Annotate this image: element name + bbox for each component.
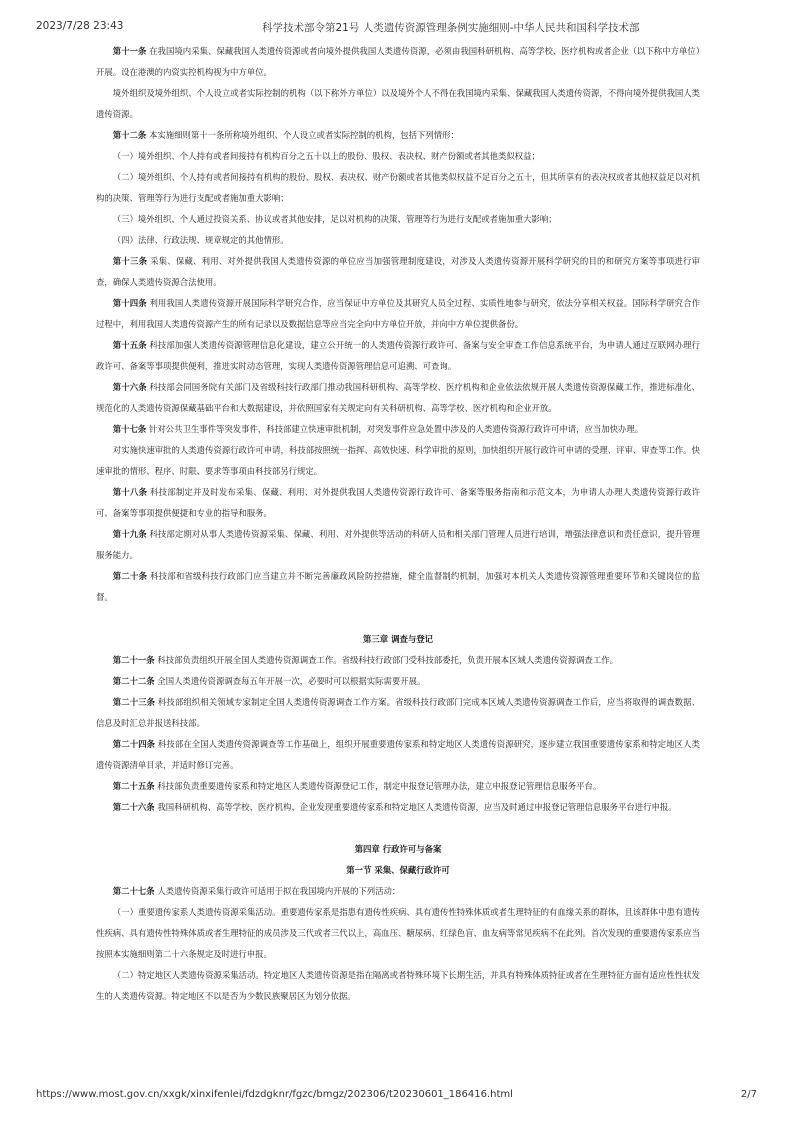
paragraph-text: （二）特定地区人类遗传资源采集活动。特定地区人类遗传资源是指在隔离或者特殊环境下长期生活，并具有特殊体质特征或者在生理特征方面有适应性性状发生的人类遗传资源。特定地区不以是否为少数民族聚居区为划分依据。 xyxy=(96,970,700,1001)
article-number: 第二十一条 xyxy=(112,655,155,665)
article-paragraph xyxy=(96,797,700,818)
article-number: 第十二条 xyxy=(112,130,147,140)
paragraph xyxy=(96,965,700,1007)
article-paragraph xyxy=(96,692,700,734)
article-number: 第二十二条 xyxy=(112,676,155,686)
article-number: 第十一条 xyxy=(112,46,147,56)
article-number: 第二十五条 xyxy=(112,781,155,791)
paragraph xyxy=(96,440,700,482)
paragraph-text: 利用我国人类遗传资源开展国际科学研究合作，应当保证中方单位及其研究人员全过程、实质性地参与研究，依法分享相关权益。国际科学研究合作过程中，利用我国人类遗传资源产生的所有记录以及数据信息等应当完全向中方单位开放，并向中方单位提供备份。 xyxy=(96,298,700,329)
paragraph-text: 科技部负责组织开展全国人类遗传资源调查工作。省级科技行政部门受科技部委托，负责开展本区域人类遗传资源调查工作。 xyxy=(154,655,618,665)
paragraph-text: 全国人类遗传资源调查每五年开展一次，必要时可以根据实际需要开展。 xyxy=(154,676,426,686)
article-number: 第二十条 xyxy=(112,571,148,581)
paragraph-text: 科技部加强人类遗传资源管理信息化建设，建立公开统一的人类遗传资源行政许可、备案与安全审查工作信息系统平台，为申请人通过互联网办理行政许可、备案等事项提供便利，推进实时动态管理，实现人类遗传资源管理信息可追溯、可查询。 xyxy=(96,340,700,371)
paragraph-text: 科技部组织相关领域专家制定全国人类遗传资源调查工作方案。省级科技行政部门完成本区域人类遗传资源调查工作后，应当将取得的调查数据、信息及时汇总并报送科技部。 xyxy=(96,697,700,728)
paragraph-text: 科技部制定并及时发布采集、保藏、利用、对外提供我国人类遗传资源行政许可、备案等服务指南和示范文本，为申请人办理人类遗传资源行政许可、备案等事项提供便捷和专业的指导和服务。 xyxy=(96,487,700,518)
article-paragraph xyxy=(96,881,700,902)
paragraph-text: 我国科研机构、高等学校、医疗机构、企业发现重要遗传家系和特定地区人类遗传资源，应当及时通过申报登记管理信息服务平台进行申报。 xyxy=(154,802,677,812)
paragraph xyxy=(96,167,700,209)
article-paragraph xyxy=(96,293,700,335)
print-datetime: 2023/7/28 23:43 xyxy=(36,20,124,32)
article-number: 第十八条 xyxy=(112,487,148,497)
paragraph-text: 科技部定期对从事人类遗传资源采集、保藏、利用、对外提供等活动的科研人员和相关部门管理人员进行培训，增强法律意识和责任意识，提升管理服务能力。 xyxy=(96,529,700,560)
page-number: 2/7 xyxy=(740,1089,757,1100)
article-number: 第二十七条 xyxy=(112,886,155,896)
paragraph-text: （一）重要遗传家系人类遗传资源采集活动。重要遗传家系是指患有遗传性疾病、具有遗传性特殊体质或者生理特征的有血缘关系的群体，且该群体中患有遗传性疾病、具有遗传性特殊体质或者生理特征的成员涉及三代或者三代以上，高血压、糖尿病、红绿色盲、血友病等常见疾病不在此列。首次发现的重要遗传家系应当按照本实施细则第二十六条规定及时进行申报。 xyxy=(96,907,700,959)
paragraph-text: 对实施快速审批的人类遗传资源行政许可申请，科技部按照统一指挥、高效快速、科学审批的原则，加快组织开展行政许可申请的受理、评审、审查等工作。快速审批的情形、程序、时限、要求等事项由科技部另行规定。 xyxy=(96,445,700,476)
paragraph-text: 科技部负责重要遗传家系和特定地区人类遗传资源登记工作，制定申报登记管理办法，建立申报登记管理信息服务平台。 xyxy=(154,781,602,791)
article-paragraph xyxy=(96,524,700,566)
paragraph-text: （二）境外组织、个人持有或者间接持有机构的股份、股权、表决权、财产份额或者其他类似权益不足百分之五十，但其所享有的表决权或者其他权益足以对机构的决策、管理等行为进行支配或者施加重大影响； xyxy=(96,172,700,203)
article-paragraph xyxy=(96,671,700,692)
article-number: 第十四条 xyxy=(112,298,147,308)
paragraph-text: 采集、保藏、利用、对外提供我国人类遗传资源的单位应当加强管理制度建设，对涉及人类遗传资源开展科学研究的目的和研究方案等事项进行审查，确保人类遗传资源合法使用。 xyxy=(96,256,700,287)
paragraph xyxy=(96,83,700,125)
paragraph-text: （四）法律、行政法规、规章规定的其他情形。 xyxy=(112,235,289,245)
section-spacer xyxy=(96,818,700,839)
article-number: 第二十六条 xyxy=(112,802,155,812)
paragraph-text: 科技部和省级科技行政部门应当建立并不断完善廉政风险防控措施，健全监督制约机制，加强对本机关人类遗传资源管理重要环节和关键岗位的监督。 xyxy=(96,571,700,602)
article-paragraph xyxy=(96,125,700,146)
article-paragraph xyxy=(96,419,700,440)
article-number: 第十六条 xyxy=(112,382,147,392)
paragraph-text: （三）境外组织、个人通过投资关系、协议或者其他安排，足以对机构的决策、管理等行为进行支配或者施加重大影响； xyxy=(112,214,557,224)
regulation-text xyxy=(96,41,700,1007)
paragraph-text: 科技部在全国人类遗传资源调查等工作基础上，组织开展重要遗传家系和特定地区人类遗传资源研究，逐步建立我国重要遗传家系和特定地区人类遗传资源清单目录，并适时修订完善。 xyxy=(96,739,700,770)
section-heading: 第三章 调查与登记 xyxy=(363,634,433,644)
article-paragraph xyxy=(96,41,700,83)
article-paragraph xyxy=(96,335,700,377)
paragraph xyxy=(96,230,700,251)
article-number: 第十五条 xyxy=(112,340,147,350)
section-heading: 第一节 采集、保藏行政许可 xyxy=(346,865,450,875)
paragraph xyxy=(96,902,700,965)
paragraph xyxy=(96,146,700,167)
section-spacer xyxy=(96,608,700,629)
article-number: 第十九条 xyxy=(112,529,147,539)
article-paragraph xyxy=(96,734,700,776)
source-url: https://www.most.gov.cn/xxgk/xinxifenlei/fdzdgknr/fgzc/bmgz/202306/t20230601_186416.html xyxy=(36,1089,513,1100)
article-paragraph xyxy=(96,566,700,608)
article-number: 第十三条 xyxy=(112,256,148,266)
article-number: 第二十三条 xyxy=(112,697,156,707)
paragraph-text: 科技部会同国务院有关部门及省级科技行政部门推动我国科研机构、高等学校、医疗机构和企业依法依规开展人类遗传资源保藏工作，推进标准化、规范化的人类遗传资源保藏基础平台和大数据建设，并依照国家有关规定向有关科研机构、高等学校、医疗机构和企业开放。 xyxy=(96,382,700,413)
article-paragraph xyxy=(96,776,700,797)
article-number: 第二十四条 xyxy=(112,739,156,749)
article-paragraph xyxy=(96,377,700,419)
article-paragraph xyxy=(96,650,700,671)
article-paragraph xyxy=(96,482,700,524)
paragraph-text: （一）境外组织、个人持有或者间接持有机构百分之五十以上的股份、股权、表决权、财产份额或者其他类似权益； xyxy=(112,151,540,161)
page-title: 科学技术部令第21号 人类遗传资源管理条例实施细则-中华人民共和国科学技术部 xyxy=(262,22,640,34)
paragraph-text: 境外组织及境外组织、个人设立或者实际控制的机构（以下称外方单位）以及境外个人不得在我国境内采集、保藏我国人类遗传资源，不得向境外提供我国人类遗传资源。 xyxy=(96,88,700,119)
paragraph-text: 在我国境内采集、保藏我国人类遗传资源或者向境外提供我国人类遗传资源，必须由我国科研机构、高等学校、医疗机构或者企业（以下称中方单位）开展。设在港澳的内资实控机构视为中方单位。 xyxy=(96,46,701,77)
section-heading: 第四章 行政许可与备案 xyxy=(354,844,442,854)
paragraph-text: 针对公共卫生事件等突发事件，科技部建立快速审批机制，对突发事件应急处置中涉及的人类遗传资源行政许可申请，应当加快办理。 xyxy=(146,424,644,434)
paragraph-text: 人类遗传资源采集行政许可适用于拟在我国境内开展的下列活动： xyxy=(154,886,401,896)
paragraph-text: 本实施细则第十一条所称境外组织、个人设立或者实际控制的机构，包括下列情形： xyxy=(146,130,459,140)
paragraph xyxy=(96,209,700,230)
article-paragraph xyxy=(96,251,700,293)
article-number: 第十七条 xyxy=(112,424,147,434)
